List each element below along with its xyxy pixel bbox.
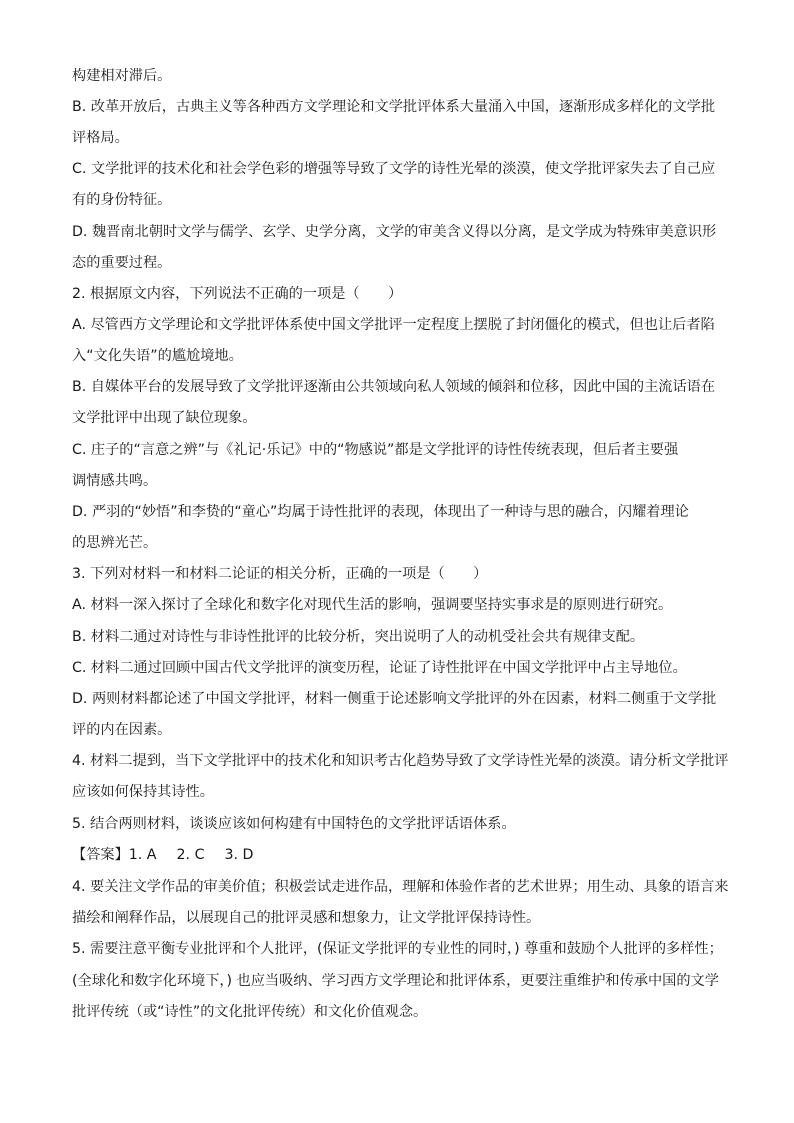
answer-1: 1. A: [128, 847, 157, 863]
text-line: 的思辨光芒。: [72, 535, 158, 551]
answer-line: [72, 845, 732, 865]
option-b-line: B. 改革开放后，古典主义等各种西方文学理论和文学批评体系大量涌入中国，逐渐形成多样化的文学批: [72, 99, 716, 115]
answer-5-line: 5. 需要注意平衡专业批评和个人批评，(保证文学批评的专业性的同时，) 尊重和鼓励个人批评的多样性；: [72, 941, 723, 957]
option-a-line: A. 尽管西方文学理论和文学批评体系使中国文学批评一定程度上摆脱了封闭僵化的模式，但也让后者陷: [72, 317, 715, 333]
text-line: 文学批评中出现了缺位现象。: [72, 410, 257, 426]
text-line: 描绘和阐释作品，以展现自己的批评灵感和想象力，让文学批评保持诗性。: [72, 910, 541, 926]
text-line: 入“文化失语”的尴尬境地。: [72, 348, 243, 364]
text-line: 评格局。: [72, 130, 129, 146]
option-d-line: D. 严羽的“妙悟”和李贽的“童心”均属于诗性批评的表现，体现出了一种诗与思的融合，闪耀着理论: [72, 504, 689, 520]
answer-label: 【答案】: [72, 847, 129, 863]
question-2: 2. 根据原文内容，下列说法不正确的一项是（ ）: [72, 286, 403, 302]
text-line: 态的重要过程。: [72, 255, 172, 271]
option-d-line: D. 两则材料都论述了中国文学批评，材料一侧重于论述影响文学批评的外在因素，材料二侧重于文学批: [72, 691, 717, 707]
option-d-line: D. 魏晋南北朝时文学与儒学、玄学、史学分离，文学的审美含义得以分离，是文学成为特殊审美意识形: [72, 224, 717, 240]
option-c-line: C. 材料二通过回顾中国古代文学批评的演变历程，论证了诗性批评在中国文学批评中占主导地位。: [72, 660, 687, 676]
text-line: 调情感共鸣。: [72, 473, 158, 489]
text-line: (全球化和数字化环境下，) 也应当吸纳、学习西方文学理论和批评体系，更要注重维护和传承中国的文学: [72, 973, 719, 989]
option-c-line: C. 文学批评的技术化和社会学色彩的增强等导致了文学的诗性光晕的淡漠，使文学批评家失去了自己应: [72, 161, 716, 177]
text-line: 有的身份特征。: [72, 192, 172, 208]
text-line: 批评传统（或“诗性”的文化批评传统）和文化价值观念。: [72, 1004, 428, 1020]
option-a-line: A. 材料一深入探讨了全球化和数字化对现代生活的影响，强调要坚持实事求是的原则进行研究。: [72, 597, 673, 613]
answer-2: 2. C: [176, 847, 205, 863]
option-c-line: C. 庄子的“言意之辨”与《礼记·乐记》中的“物感说”都是文学批评的诗性传统表现，但后者主要强: [72, 442, 679, 458]
question-4: 4. 材料二提到，当下文学批评中的技术化和知识考古化趋势导致了文学诗性光晕的淡漠。请分析文学批评: [72, 753, 729, 769]
option-b-line: B. 材料二通过对诗性与非诗性批评的比较分析，突出说明了人的动机受社会共有规律支配。: [72, 629, 645, 645]
question-5: 5. 结合两则材料，谈谈应该如何构建有中国特色的文学批评话语体系。: [72, 816, 516, 832]
answer-4-line: 4. 要关注文学作品的审美价值；积极尝试走进作品，理解和体验作者的艺术世界；用生动、具象的语言来: [72, 879, 729, 895]
text-line: 评的内在因素。: [72, 722, 172, 738]
text-line: 应该如何保持其诗性。: [72, 784, 214, 800]
answer-3: 3. D: [224, 847, 254, 863]
option-b-line: B. 自媒体平台的发展导致了文学批评逐渐由公共领域向私人领域的倾斜和位移，因此中国的主流话语在: [72, 379, 716, 395]
question-3: 3. 下列对材料一和材料二论证的相关分析，正确的一项是（ ）: [72, 566, 488, 582]
text-line: 构建相对滞后。: [72, 68, 172, 84]
